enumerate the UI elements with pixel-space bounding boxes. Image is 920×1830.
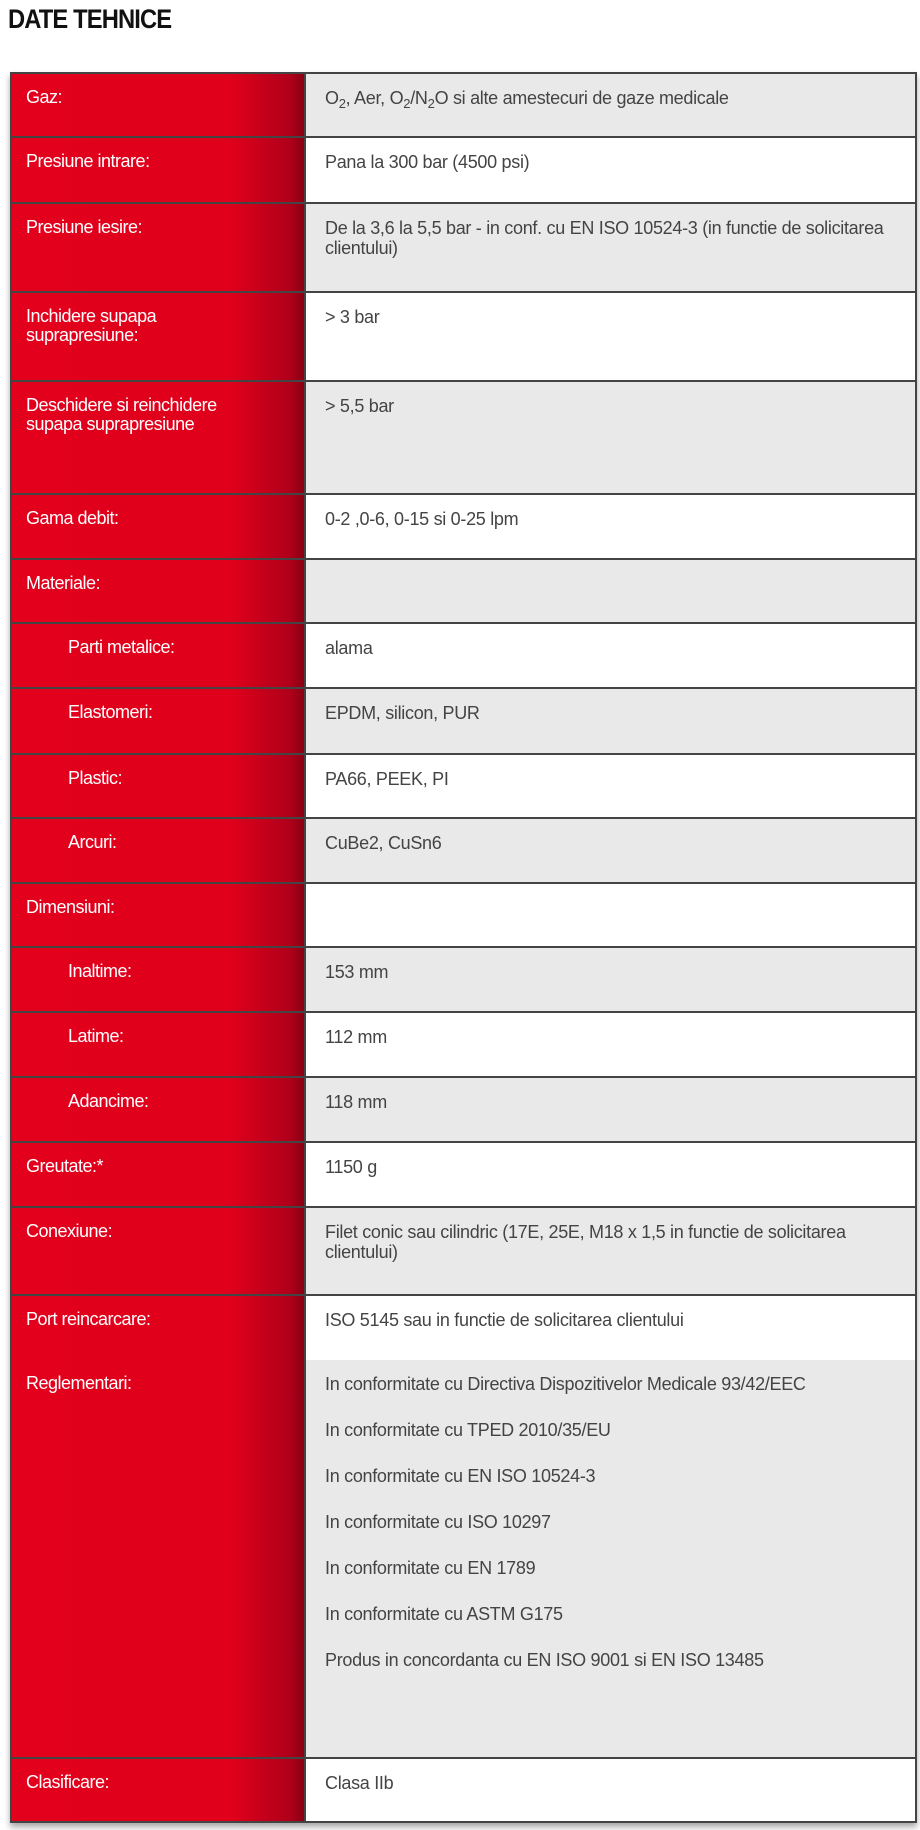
technical-data-table: [10, 72, 917, 1823]
row-label: Clasificare:: [12, 1759, 306, 1821]
regulation-item: In conformitate cu ISO 10297: [325, 1512, 551, 1532]
row-value: ISO 5145 sau in functie de solicitarea clientului: [306, 1296, 915, 1360]
row-label: Gama debit:: [12, 495, 306, 558]
row-label: Gaz:: [12, 74, 306, 136]
table-row-gaz: [12, 74, 915, 138]
table-row: [12, 495, 915, 560]
row-label: Presiune intrare:: [12, 138, 306, 202]
row-value: Clasa IIb: [306, 1759, 915, 1821]
row-label: Adancime:: [12, 1078, 306, 1141]
row-label: Elastomeri:: [12, 689, 306, 753]
row-value: Pana la 300 bar (4500 psi): [306, 138, 915, 202]
row-value: [306, 884, 915, 946]
regulation-item: In conformitate cu Directiva Dispozitivelor Medicale 93/42/EEC: [325, 1374, 806, 1394]
table-row: [12, 1296, 915, 1360]
table-row: [12, 1013, 915, 1078]
table-row: [12, 138, 915, 204]
page-title: DATE TEHNICE: [8, 4, 172, 34]
table-row: [12, 948, 915, 1013]
row-label: Conexiune:: [12, 1208, 306, 1294]
table-row: [12, 382, 915, 495]
table-row: [12, 204, 915, 293]
regulation-item: In conformitate cu TPED 2010/35/EU: [325, 1420, 611, 1440]
row-label: Dimensiuni:: [12, 884, 306, 946]
row-label: Reglementari:: [12, 1360, 306, 1757]
table-row: [12, 884, 915, 948]
table-row: [12, 1143, 915, 1208]
table-row: [12, 624, 915, 689]
regulation-item: In conformitate cu EN ISO 10524-3: [325, 1466, 596, 1486]
row-label: Inaltime:: [12, 948, 306, 1011]
row-value: 118 mm: [306, 1078, 915, 1141]
table-row: [12, 689, 915, 755]
row-value: > 5,5 bar: [306, 382, 915, 493]
row-label: Latime:: [12, 1013, 306, 1076]
row-value: 153 mm: [306, 948, 915, 1011]
table-row: [12, 1208, 915, 1296]
regulation-item: In conformitate cu ASTM G175: [325, 1604, 563, 1624]
row-label: Greutate:*: [12, 1143, 306, 1206]
row-value: PA66, PEEK, PI: [306, 755, 915, 817]
table-row: [12, 819, 915, 884]
row-label: Materiale:: [12, 560, 306, 622]
row-value: 1150 g: [306, 1143, 915, 1206]
row-label: Presiune iesire:: [12, 204, 306, 291]
row-value: [306, 1360, 915, 1757]
table-row: [12, 755, 915, 819]
table-row: [12, 560, 915, 624]
row-value: $O_2$, Aer, $O_2/N_2O$ si alte amestecuri de gaze medicale: [306, 74, 915, 136]
row-value: 112 mm: [306, 1013, 915, 1076]
regulation-item: In conformitate cu EN 1789: [325, 1558, 536, 1578]
row-label: Arcuri:: [12, 819, 306, 882]
table-row-reglementari: [12, 1360, 915, 1759]
row-label: Parti metalice:: [12, 624, 306, 687]
row-value: De la 3,6 la 5,5 bar - in conf. cu EN ISO 10524-3 (in functie de solicitarea clientului): [306, 204, 915, 291]
row-value: Filet conic sau cilindric (17E, 25E, M18 x 1,5 in functie de solicitarea clientului): [306, 1208, 915, 1294]
row-label: Deschidere si reinchidere supapa suprapresiune: [12, 382, 306, 493]
table-row-clasificare: [12, 1759, 915, 1821]
row-value: [306, 560, 915, 622]
regulation-item: Produs in concordanta cu EN ISO 9001 si EN ISO 13485: [325, 1650, 764, 1670]
row-value: EPDM, silicon, PUR: [306, 689, 915, 753]
row-value: CuBe2, CuSn6: [306, 819, 915, 882]
row-label: Inchidere supapa suprapresiune:: [12, 293, 306, 380]
row-label: Plastic:: [12, 755, 306, 817]
row-label: Port reincarcare:: [12, 1296, 306, 1360]
row-value: > 3 bar: [306, 293, 915, 380]
row-value: alama: [306, 624, 915, 687]
row-value: 0-2 ,0-6, 0-15 si 0-25 lpm: [306, 495, 915, 558]
table-row: [12, 1078, 915, 1143]
table-row: [12, 293, 915, 382]
